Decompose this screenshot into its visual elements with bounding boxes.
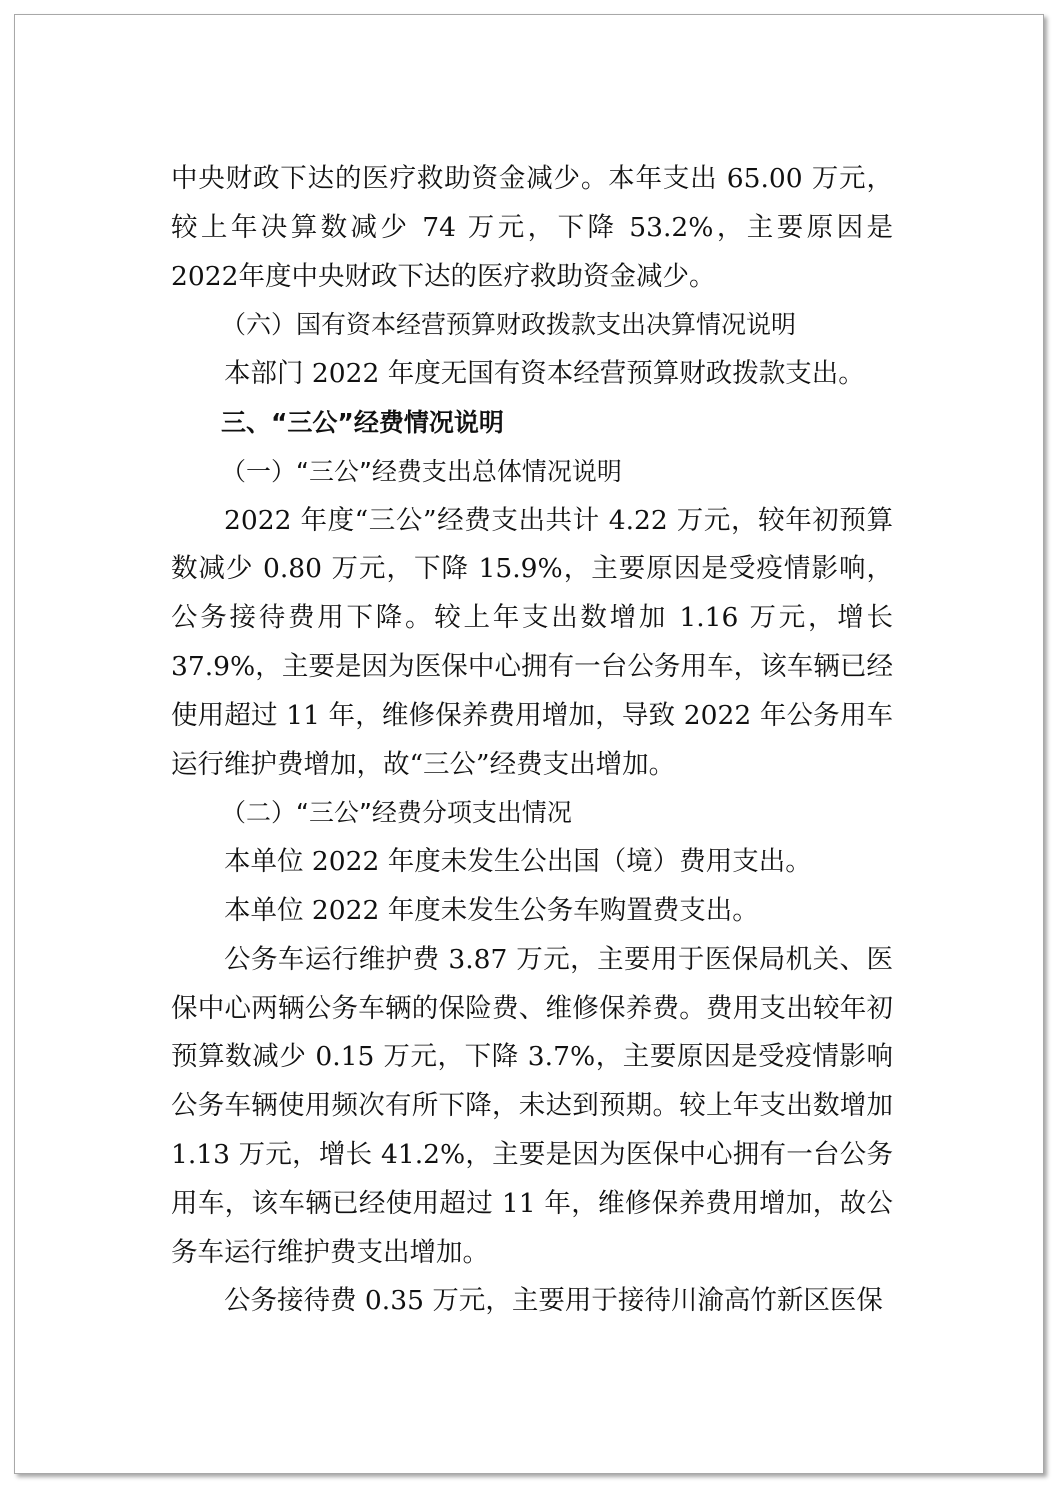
paragraph-reception-expense: 公务接待费 0.35 万元，主要用于接待川渝高竹新区医保 [224, 1285, 883, 1317]
document-body [171, 155, 893, 1326]
document-page [14, 14, 1044, 1474]
paragraph-no-state-capital-expense: 本部门 2022 年度无国有资本经营预算财政拨款支出。 [224, 358, 865, 390]
paragraph-no-vehicle-purchase: 本单位 2022 年度未发生公务车购置费支出。 [224, 894, 759, 926]
paragraph-vehicle-maintenance: 公务车运行维护费 3.87 万元，主要用于医保局机关、医保中心两辆公务车辆的保险费、维修保养费。费用支出较年初预算数减少 0.15 万元，下降 3.7%，主要原因是受疫情影响公务车辆使用频次有所下降，未达到预期。较上年支出数增加 1.13 万元，增长 41.2%，主要是因为医保中心拥有一台公务用车，该车辆已经使用超过 11 年，维修保养费用增加，故公务车运行维护费支出增加。 [171, 943, 893, 1268]
paragraph-overall-expense: 2022 年度“三公”经费支出共计 4.22 万元，较年初预算数减少 0.80 万元，下降 15.9%，主要原因是受疫情影响，公务接待费用下降。较上年支出数增加 1.16 万元，增长 37.9%，主要是因为医保中心拥有一台公务用车，该车辆已经使用超过 11 年，维修保养费用增加，导致 2022 年公务用车运行维护费增加，故“三公”经费支出增加。 [171, 504, 893, 780]
subsection-heading-itemized: （二）“三公”经费分项支出情况 [221, 798, 572, 828]
subsection-heading-state-capital-budget: （六）国有资本经营预算财政拨款支出决算情况说明 [221, 310, 797, 340]
paragraph-no-overseas-expense: 本单位 2022 年度未发生公出国（境）费用支出。 [224, 846, 812, 878]
subsection-heading-overall: （一）“三公”经费支出总体情况说明 [221, 456, 622, 486]
paragraph-continuation: 中央财政下达的医疗救助资金减少。本年支出 65.00 万元，较上年决算数减少 74 万元，下降 53.2%，主要原因是 2022年度中央财政下达的医疗救助资金减少。 [171, 163, 893, 292]
section-heading-three-public-expenses: 三、“三公”经费情况说明 [221, 407, 504, 437]
